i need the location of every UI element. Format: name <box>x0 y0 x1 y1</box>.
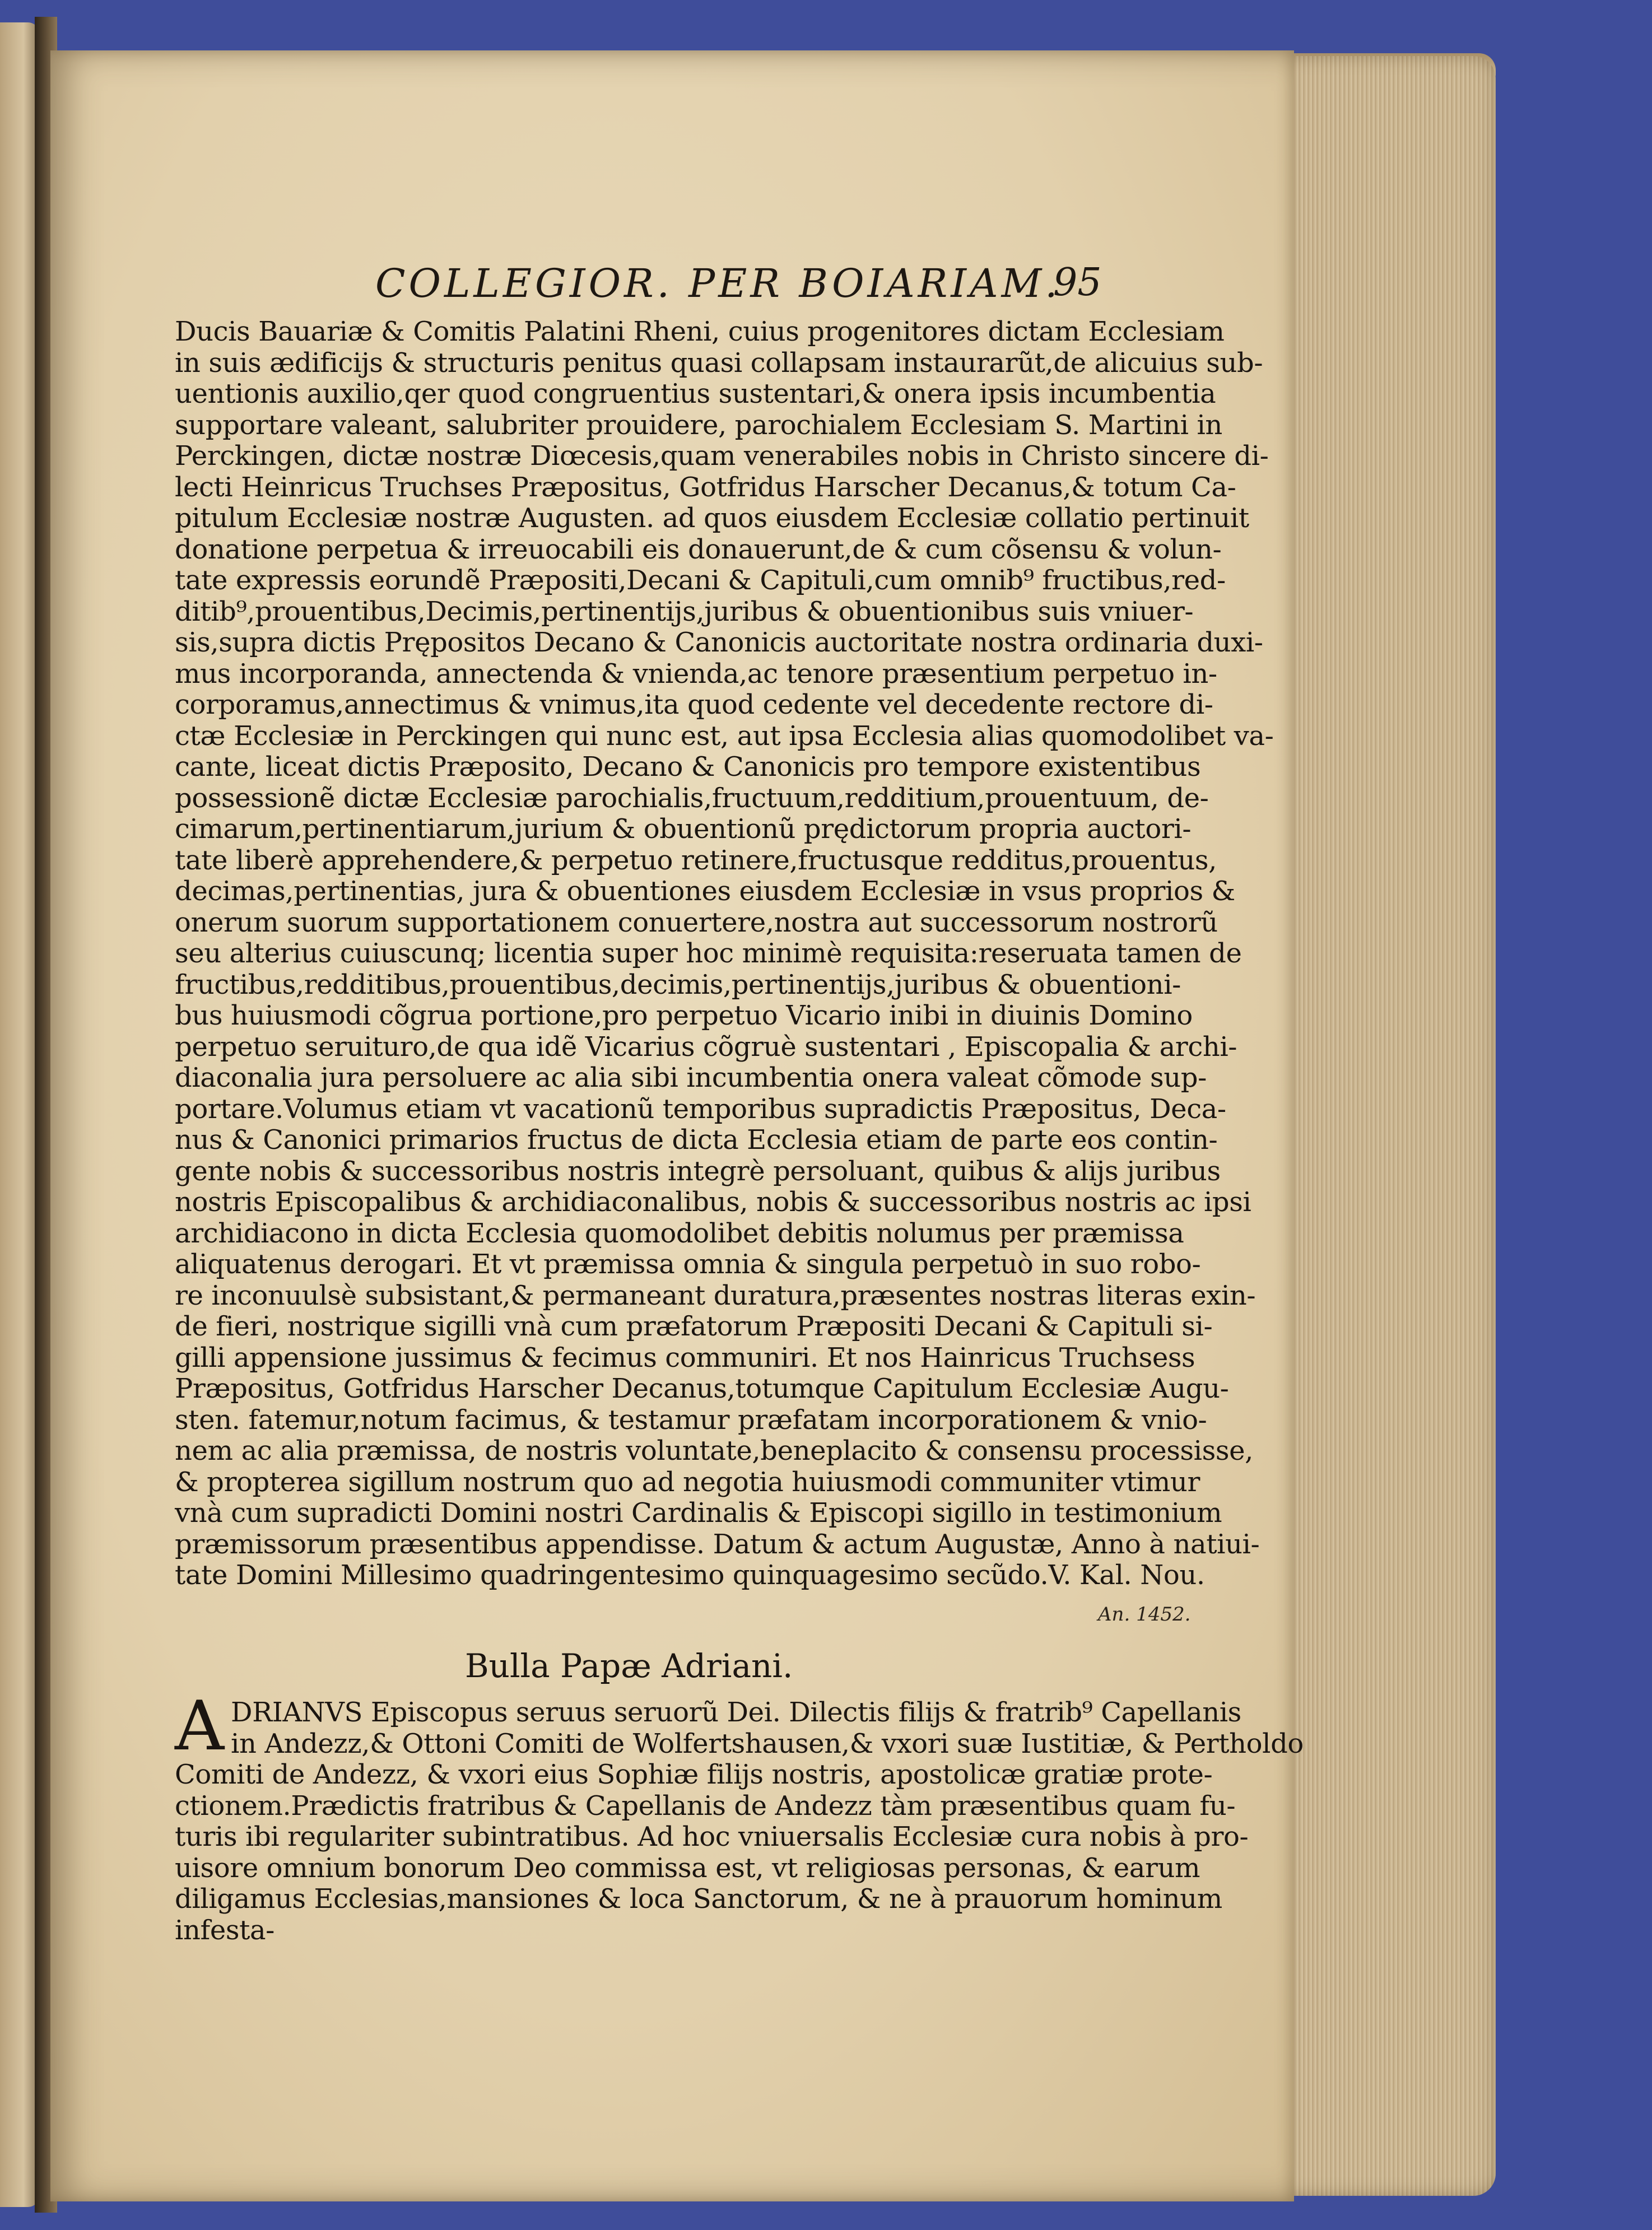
main-text-block <box>175 316 1274 1591</box>
facing-page-edge <box>0 22 39 2207</box>
text-line: fructibus,redditibus,prouentibus,decimis,pertinentijs,juribus & obuentioni- <box>175 969 1181 1000</box>
text-line: seu alterius cuiuscunq; licentia super hoc minimè requisita:reseruata tamen de <box>175 938 1242 969</box>
drop-cap: A <box>175 1686 225 1766</box>
running-head: COLLEGIOR. PER BOIARIAM. <box>375 260 1061 306</box>
text-line: donatione perpetua & irreuocabili eis donauerunt,de & cum cõsensu & volun- <box>175 533 1222 565</box>
text-line: diaconalia jura persoluere ac alia sibi incumbentia onera valeat cõmode sup- <box>175 1062 1207 1093</box>
text-line: onerum suorum supportationem conuertere,nostra aut successorum nostrorũ <box>175 906 1218 938</box>
text-line: bus huiusmodi cõgrua portione,pro perpetuo Vicario inibi in diuinis Domino <box>175 1000 1193 1031</box>
text-line: gilli appensione jussimus & fecimus communiri. Et nos Hainricus Truchsess <box>175 1342 1195 1374</box>
text-line: nem ac alia præmissa, de nostris voluntate,beneplacito & consensu processisse, <box>175 1435 1253 1467</box>
text-line: nus & Canonici primarios fructus de dicta Ecclesia etiam de parte eos contin- <box>175 1124 1218 1156</box>
text-line: re inconuulsè subsistant,& permaneant duratura,præsentes nostras literas exin- <box>175 1279 1256 1311</box>
text-line: sten. fatemur,notum facimus, & testamur præfatam incorporationem & vnio- <box>175 1404 1207 1436</box>
text-line: nostris Episcopalibus & archidiaconalibus, nobis & successoribus nostris ac ipsi <box>175 1186 1251 1218</box>
text-line: DRIANVS Episcopus seruus seruorũ Dei. Dilectis filijs & fratrib⁹ Capellanis <box>231 1697 1241 1728</box>
text-line: supportare valeant, salubriter prouidere, parochialem Ecclesiam S. Martini in <box>175 409 1222 441</box>
text-line: tate liberè apprehendere,& perpetuo retinere,fructusque redditus,prouentus, <box>175 844 1217 876</box>
text-line: uisore omnium bonorum Deo commissa est, vt religiosas personas, & earum <box>175 1852 1200 1884</box>
page-block-edges <box>1283 56 1496 2196</box>
text-line: tate expressis eorundẽ Præpositi,Decani & Capituli,cum omnib⁹ fructibus,red- <box>175 565 1226 596</box>
text-line: tate Domini Millesimo quadringentesimo quinquagesimo secũdo.V. Kal. Nou. <box>175 1559 1205 1591</box>
text-line: uentionis auxilio,qer quod congruentius sustentari,& onera ipsis incumbentia <box>175 378 1216 409</box>
page-header <box>375 260 1104 305</box>
text-line: cante, liceat dictis Præposito, Decano & Canonicis pro tempore existentibus <box>175 751 1201 783</box>
text-line: lecti Heinricus Truchses Præpositus, Gotfridus Harscher Decanus,& totum Ca- <box>175 471 1236 503</box>
text-line: in suis ædificijs & structuris penitus quasi collapsam instaurarũt,de alicuius sub- <box>175 347 1263 379</box>
text-line: portare.Volumus etiam vt vacationũ temporibus supradictis Præpositus, Deca- <box>175 1093 1226 1125</box>
text-line: gente nobis & successoribus nostris integrè persoluant, quibus & alijs juribus <box>175 1155 1221 1187</box>
text-line: vnà cum supradicti Domini nostri Cardinalis & Episcopi sigillo in testimonium <box>175 1497 1222 1529</box>
margin-note-year: An. 1452. <box>1098 1603 1191 1626</box>
text-line: archidiacono in dicta Ecclesia quomodolibet debitis nolumus per præmissa <box>175 1217 1184 1249</box>
page-number: 95 <box>1053 260 1102 305</box>
text-line: Præpositus, Gotfridus Harscher Decanus,totumque Capitulum Ecclesiæ Augu- <box>175 1373 1229 1404</box>
text-line: mus incorporanda, annectenda & vnienda,ac tenore præsentium perpetuo in- <box>175 658 1217 690</box>
text-line: diligamus Ecclesias,mansiones & loca Sanctorum, & ne à prauorum hominum <box>175 1883 1222 1915</box>
text-line: cimarum,pertinentiarum,jurium & obuentionũ prędictorum propria auctori- <box>175 813 1192 845</box>
text-line: sis,supra dictis Prępositos Decano & Canonicis auctoritate nostra ordinaria duxi- <box>175 627 1263 658</box>
bulla-text-block <box>175 1686 1304 1946</box>
text-line: & propterea sigillum nostrum quo ad negotia huiusmodi communiter vtimur <box>175 1466 1200 1498</box>
book-page <box>50 50 1304 2201</box>
text-line: in Andezz,& Ottoni Comiti de Wolfertshausen,& vxori suæ Iustitiæ, & Pertholdo <box>231 1728 1304 1759</box>
text-line: Perckingen, dictæ nostræ Diœcesis,quam venerabiles nobis in Christo sincere di- <box>175 440 1269 472</box>
section-heading: Bulla Papæ Adriani. <box>465 1647 793 1685</box>
text-line: ctionem.Prædictis fratribus & Capellanis de Andezz tàm præsentibus quam fu- <box>175 1790 1236 1822</box>
text-line: aliquatenus derogari. Et vt præmissa omnia & singula perpetuò in suo robo- <box>175 1249 1201 1280</box>
text-line: perpetuo seruituro,de qua idẽ Vicarius cõgruè sustentari , Episcopalia & archi- <box>175 1031 1237 1063</box>
text-line: ditib⁹,prouentibus,Decimis,pertinentijs,juribus & obuentionibus suis vniuer- <box>175 595 1194 627</box>
text-line: corporamus,annectimus & vnimus,ita quod cedente vel decedente rectore di- <box>175 689 1213 720</box>
text-line: de fieri, nostrique sigilli vnà cum præfatorum Præpositi Decani & Capituli si- <box>175 1311 1213 1342</box>
text-line: pitulum Ecclesiæ nostræ Augusten. ad quos eiusdem Ecclesiæ collatio pertinuit <box>175 502 1249 534</box>
text-line: turis ibi regulariter subintratibus. Ad hoc vniuersalis Ecclesiæ cura nobis à pro- <box>175 1821 1249 1852</box>
text-line: Ducis Bauariæ & Comitis Palatini Rheni, cuius progenitores dictam Ecclesiam <box>175 316 1225 347</box>
text-line: præmissorum præsentibus appendisse. Datum & actum Augustæ, Anno à natiui- <box>175 1528 1260 1560</box>
text-line: decimas,pertinentias, jura & obuentiones eiusdem Ecclesiæ in vsus proprios & <box>175 876 1235 907</box>
text-line: possessionẽ dictæ Ecclesiæ parochialis,fructuum,redditium,prouentuum, de- <box>175 782 1209 814</box>
text-line: ctæ Ecclesiæ in Perckingen qui nunc est, aut ipsa Ecclesia alias quomodolibet va- <box>175 720 1274 752</box>
catchword: infesta- <box>175 1914 274 1946</box>
text-line: Comiti de Andezz, & vxori eius Sophiæ filijs nostris, apostolicæ gratiæ prote- <box>175 1759 1213 1790</box>
